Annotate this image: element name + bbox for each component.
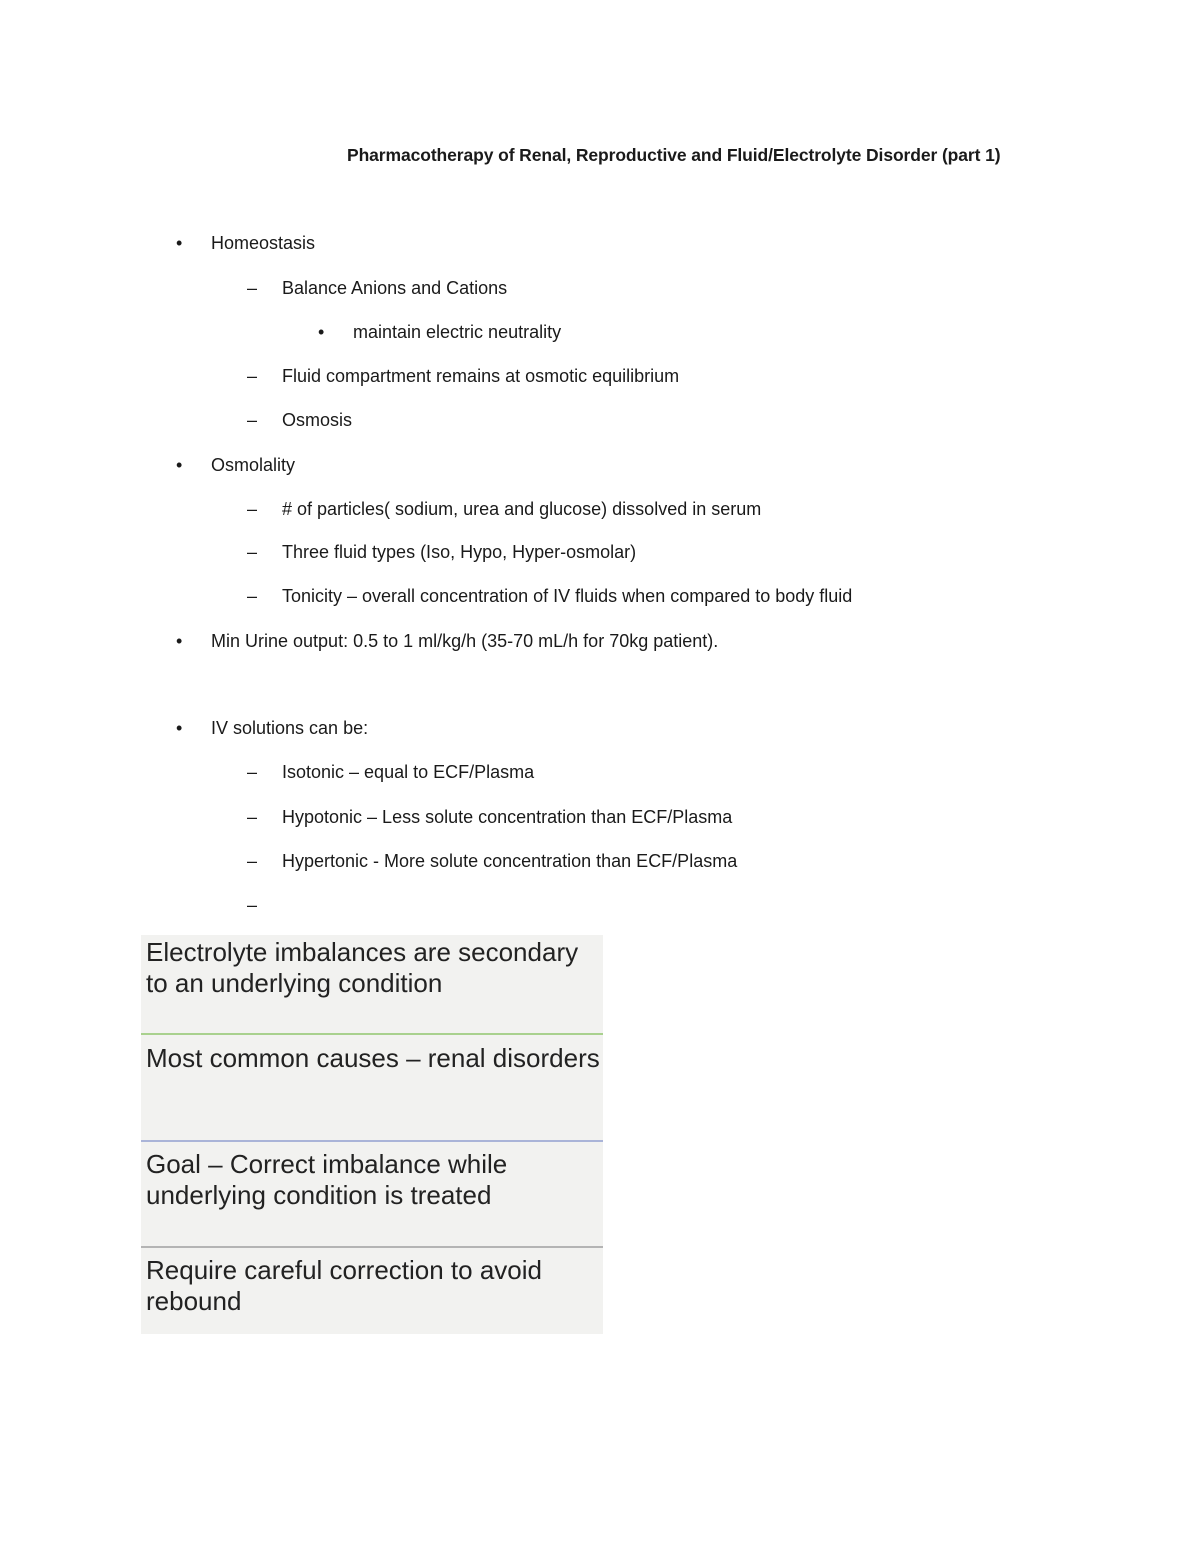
list-item-text: Min Urine output: 0.5 to 1 ml/kg/h (35-70 mL/h for 70kg patient). [211,631,719,651]
dash-marker: – [247,542,258,562]
callout-item: Electrolyte imbalances are secondary to an underlying condition [146,937,579,998]
list-item-text: Balance Anions and Cations [282,278,508,298]
callout-divider [141,1033,603,1035]
bullet-marker: • [176,718,183,738]
list-item-text: Osmosis [282,410,353,430]
list-item-text: Three fluid types (Iso, Hypo, Hyper-osmolar) [282,542,637,562]
list-item-text: Isotonic – equal to ECF/Plasma [282,762,535,782]
dash-marker: – [247,895,258,915]
dash-marker: – [247,762,258,782]
list-item-text: maintain electric neutrality [353,322,562,342]
dash-marker: – [247,366,258,386]
bullet-marker: • [176,233,183,253]
bullet-marker: • [318,322,325,342]
callout-item: Goal – Correct imbalance while underlying condition is treated [146,1149,508,1210]
list-item-text: # of particles( sodium, urea and glucose) dissolved in serum [282,499,762,519]
dash-marker: – [247,851,258,871]
list-item-text: Hypotonic – Less solute concentration than ECF/Plasma [282,807,733,827]
callout-box [141,935,603,1334]
list-item-text: Tonicity – overall concentration of IV fluids when compared to body fluid [282,586,853,606]
callout-divider [141,1140,603,1142]
list-item-text: IV solutions can be: [211,718,369,738]
list-item-text: Hypertonic - More solute concentration than ECF/Plasma [282,851,738,871]
dash-marker: – [247,410,258,430]
callout-item: Require careful correction to avoid rebound [146,1255,542,1316]
list-item-text: Fluid compartment remains at osmotic equilibrium [282,366,680,386]
callout-item: Most common causes – renal disorders [146,1043,600,1073]
dash-marker: – [247,278,258,298]
list-item-text: Osmolality [211,455,296,475]
page-title: Pharmacotherapy of Renal, Reproductive and Fluid/Electrolyte Disorder (part 1) [347,145,1001,165]
bullet-marker: • [176,455,183,475]
bullet-marker: • [176,631,183,651]
dash-marker: – [247,499,258,519]
callout-divider [141,1246,603,1248]
dash-marker: – [247,586,258,606]
dash-marker: – [247,807,258,827]
list-item-text: Homeostasis [211,233,316,253]
